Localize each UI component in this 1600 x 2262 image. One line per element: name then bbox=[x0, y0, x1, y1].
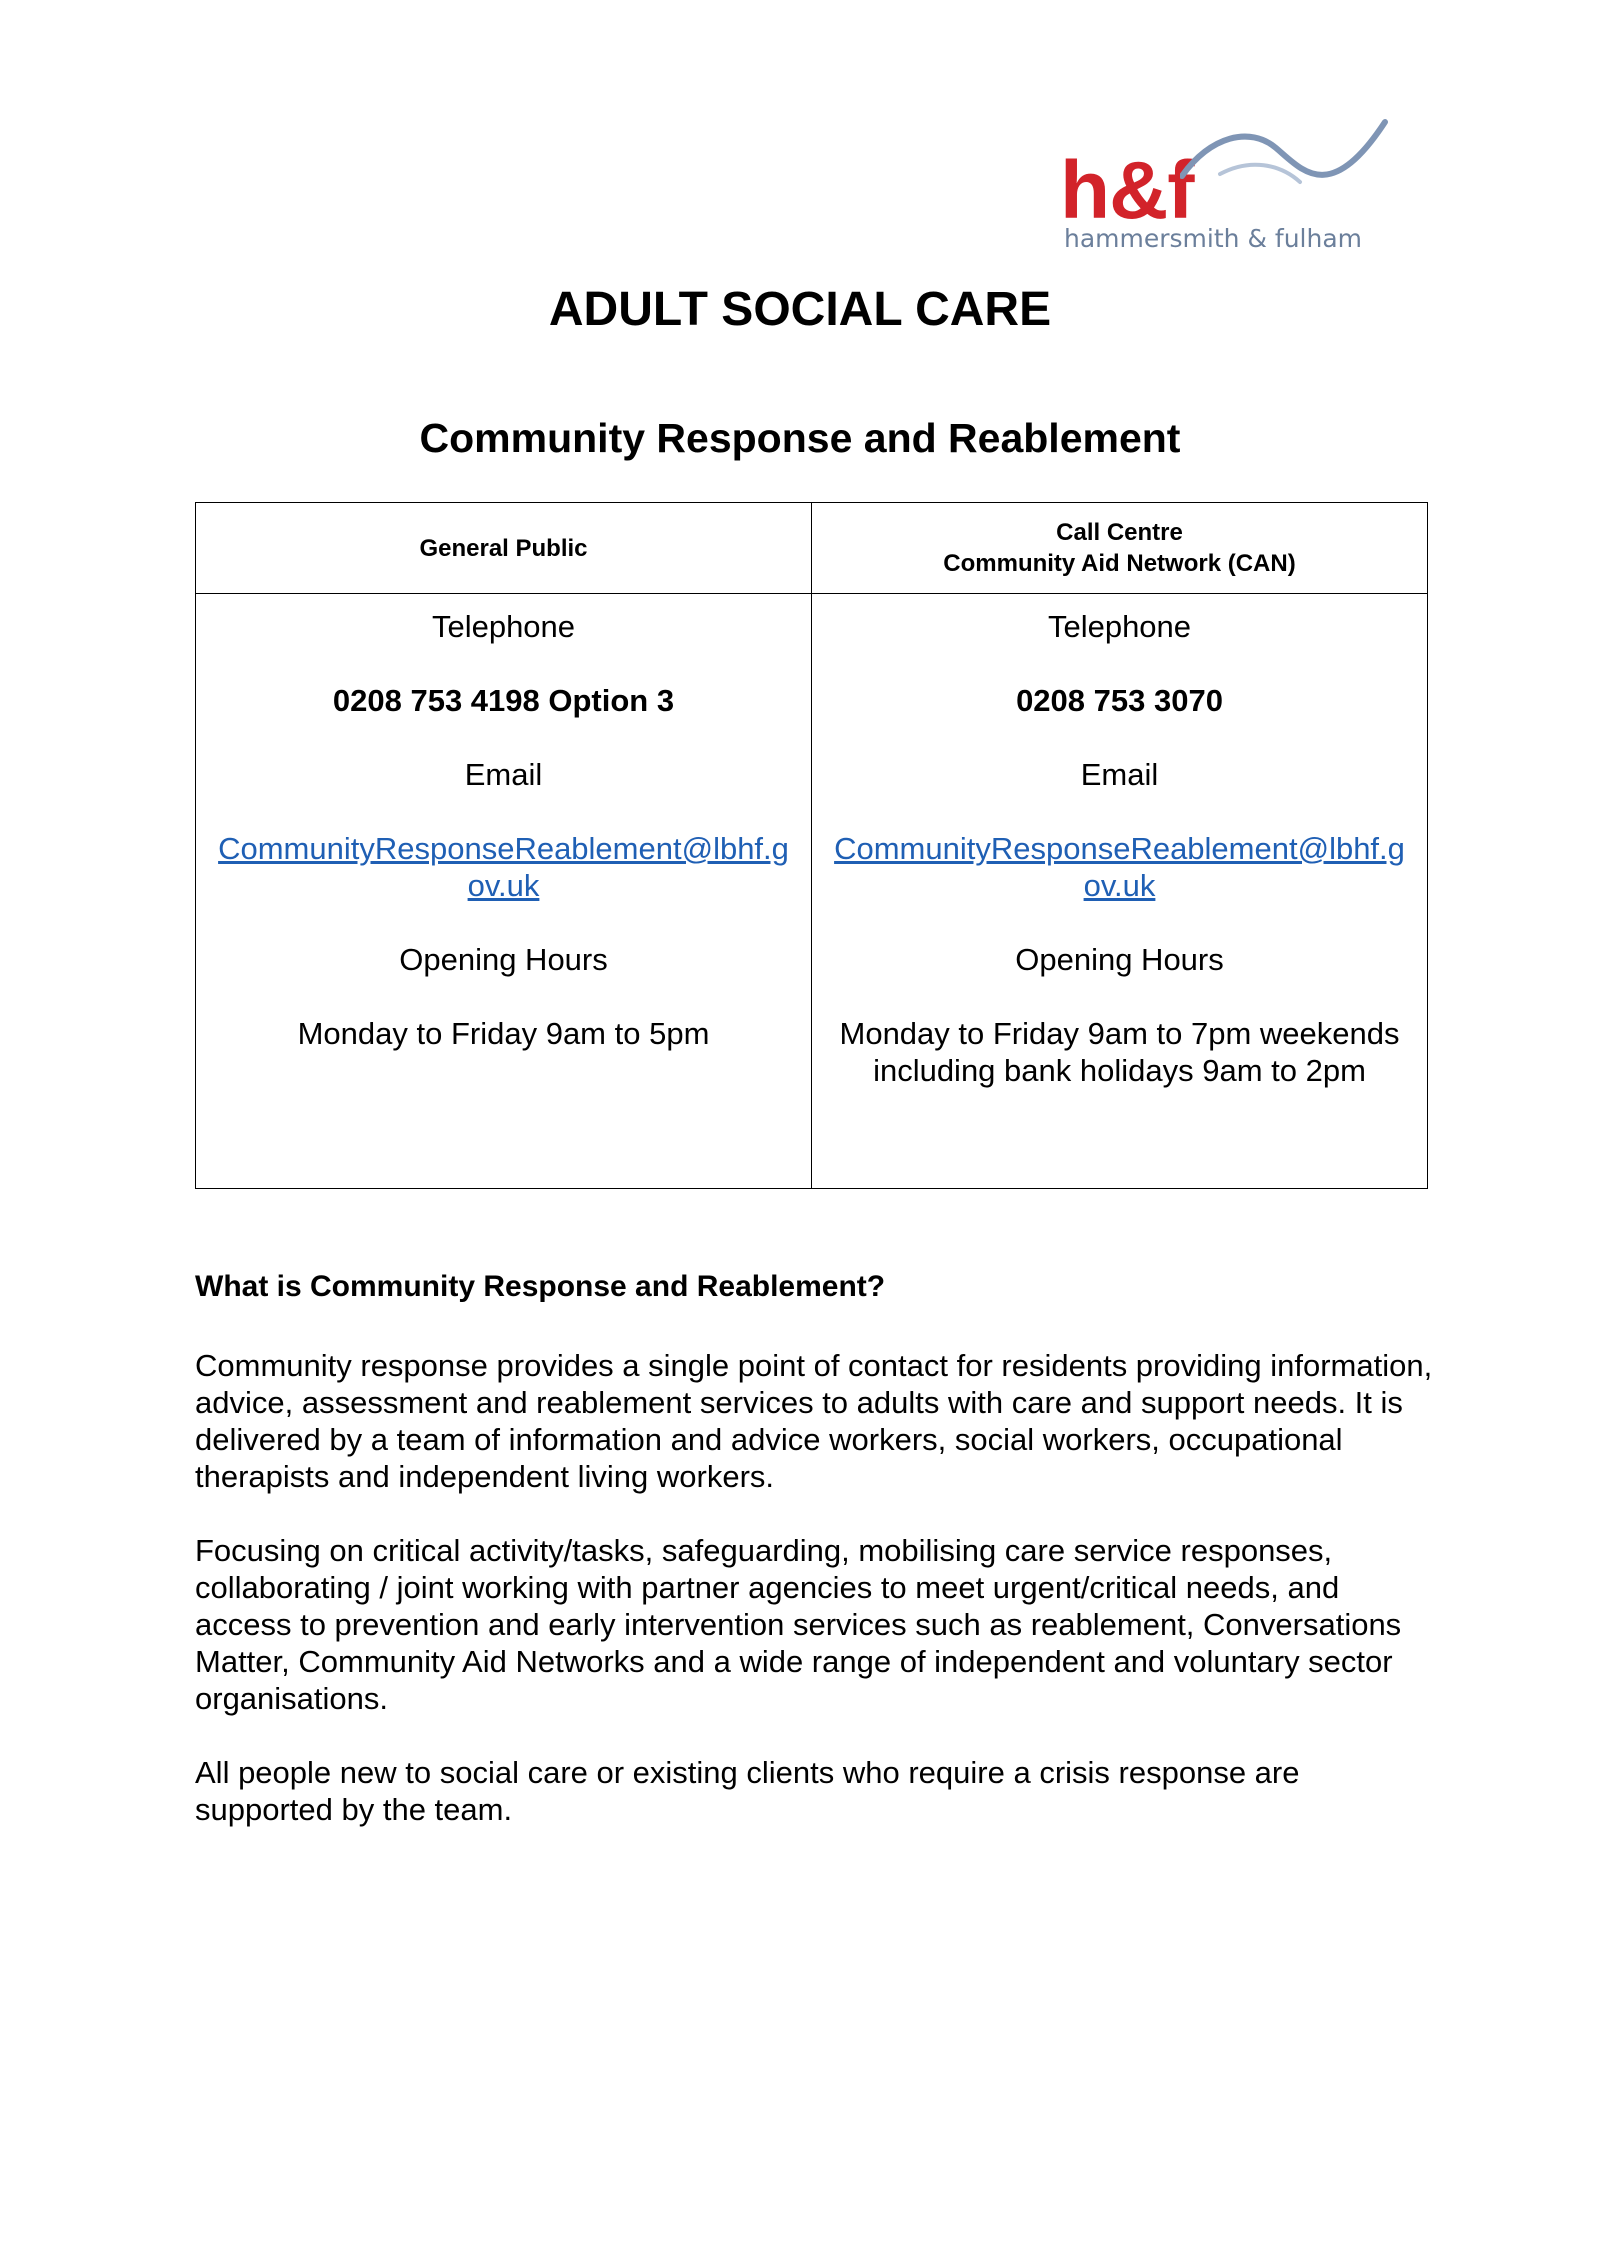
email-link[interactable]: CommunityResponseReablement@lbhf.gov.uk bbox=[218, 831, 789, 903]
table-row bbox=[196, 594, 1428, 1189]
general-public-cell bbox=[196, 594, 812, 1189]
body-paragraph: Focusing on critical activity/tasks, safeguarding, mobilising care service responses, collaborating / joint working with partner agencies to meet urgent/critical needs, and access to prevention and early intervention services such as reablement, Conversations Matter, Community Aid Networks and a wide range of independent and voluntary sector organisations. bbox=[195, 1533, 1402, 1716]
section-heading: What is Community Response and Reablement? bbox=[195, 1270, 886, 1303]
opening-hours-value: Monday to Friday 9am to 5pm bbox=[297, 1016, 710, 1051]
logo-swoosh-icon bbox=[1180, 118, 1390, 208]
opening-hours-label: Opening Hours bbox=[1015, 942, 1224, 977]
telephone-label: Telephone bbox=[1047, 609, 1192, 644]
table-header-row bbox=[196, 503, 1428, 594]
call-centre-cell bbox=[812, 594, 1428, 1189]
telephone-number[interactable]: 0208 753 3070 bbox=[1016, 683, 1223, 718]
email-label: Email bbox=[464, 757, 543, 792]
column-header-line: Call Centre bbox=[1056, 519, 1183, 546]
telephone-number[interactable]: 0208 753 4198 Option 3 bbox=[332, 683, 675, 718]
column-header-call-centre bbox=[812, 503, 1428, 594]
document-title: ADULT SOCIAL CARE bbox=[548, 283, 1052, 336]
contacts-table bbox=[195, 502, 1428, 1189]
telephone-label: Telephone bbox=[431, 609, 576, 644]
email-label: Email bbox=[1080, 757, 1159, 792]
council-logo bbox=[1060, 118, 1390, 258]
opening-hours-value: Monday to Friday 9am to 7pm weekends including bank holidays 9am to 2pm bbox=[839, 1016, 1400, 1088]
column-header-line: General Public bbox=[419, 534, 588, 562]
logo-wordmark: hammersmith & fulham bbox=[1064, 224, 1362, 253]
column-header-general-public bbox=[196, 503, 812, 594]
body-paragraph: All people new to social care or existing clients who require a crisis response are supported by the team. bbox=[195, 1755, 1300, 1827]
email-link[interactable]: CommunityResponseReablement@lbhf.gov.uk bbox=[834, 831, 1405, 903]
column-header-line: Community Aid Network (CAN) bbox=[943, 550, 1296, 577]
document-subtitle: Community Response and Reablement bbox=[419, 415, 1181, 461]
logo-mark: h&f bbox=[1060, 145, 1194, 236]
body-paragraph: Community response provides a single point of contact for residents providing information, advice, assessment and reablement services to adults with care and support needs. It is delivered by a team of information and advice workers, social workers, occupational therapists and independent living workers. bbox=[195, 1348, 1433, 1494]
opening-hours-label: Opening Hours bbox=[399, 942, 608, 977]
